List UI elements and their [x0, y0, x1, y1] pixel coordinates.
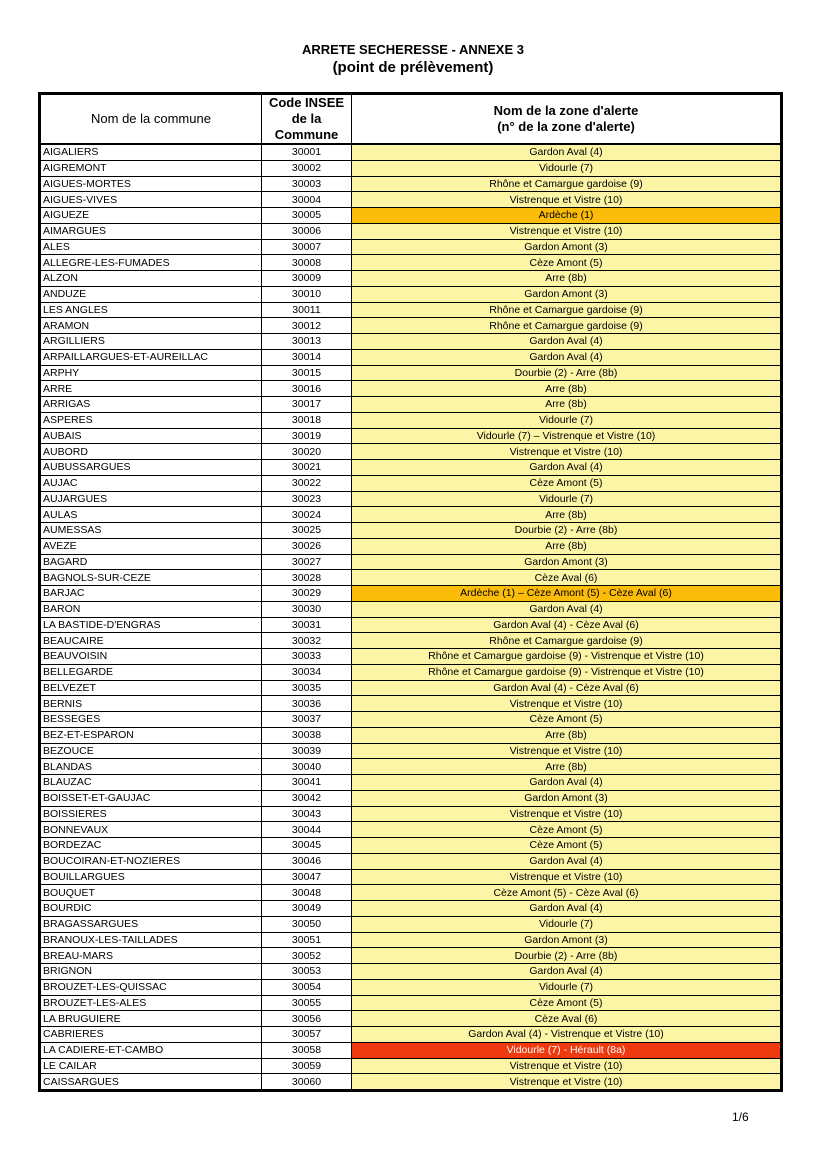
commune-name-cell: AIGALIERS: [40, 144, 262, 160]
table-row: [40, 901, 782, 917]
commune-name-cell: ARAMON: [40, 318, 262, 334]
commune-name-cell: ANDUZE: [40, 286, 262, 302]
alert-zone-cell: Vidourle (7): [352, 979, 782, 995]
alert-zone-cell: Rhône et Camargue gardoise (9) - Vistrenque et Vistre (10): [352, 649, 782, 665]
insee-code-cell: 30060: [262, 1074, 352, 1091]
table-row: [40, 995, 782, 1011]
header-zone-line1: Nom de la zone d'alerte: [493, 103, 639, 118]
alert-zone-cell: Cèze Aval (6): [352, 570, 782, 586]
commune-name-cell: AULAS: [40, 507, 262, 523]
table-row: [40, 239, 782, 255]
table-row: [40, 806, 782, 822]
commune-name-cell: BRANOUX-LES-TAILLADES: [40, 932, 262, 948]
table-row: [40, 664, 782, 680]
alert-zone-cell: Ardèche (1) – Cèze Amont (5) - Cèze Aval (6): [352, 586, 782, 602]
table-row: [40, 570, 782, 586]
commune-name-cell: BLAUZAC: [40, 775, 262, 791]
commune-name-cell: AVEZE: [40, 538, 262, 554]
insee-code-cell: 30009: [262, 271, 352, 287]
insee-code-cell: 30031: [262, 617, 352, 633]
header-zone: [352, 94, 782, 145]
alert-zone-cell: Gardon Aval (4): [352, 601, 782, 617]
table-row: [40, 208, 782, 224]
insee-code-cell: 30034: [262, 664, 352, 680]
commune-name-cell: AUBORD: [40, 444, 262, 460]
table-row: [40, 523, 782, 539]
table-row: [40, 192, 782, 208]
commune-name-cell: ALES: [40, 239, 262, 255]
table-row: [40, 964, 782, 980]
commune-name-cell: AIGUEZE: [40, 208, 262, 224]
insee-code-cell: 30043: [262, 806, 352, 822]
table-row: [40, 397, 782, 413]
commune-name-cell: BAGNOLS-SUR-CEZE: [40, 570, 262, 586]
commune-name-cell: AIGREMONT: [40, 160, 262, 176]
table-row: [40, 948, 782, 964]
commune-name-cell: AUJAC: [40, 475, 262, 491]
commune-name-cell: BROUZET-LES-QUISSAC: [40, 979, 262, 995]
table-row: [40, 381, 782, 397]
table-row: [40, 617, 782, 633]
commune-name-cell: BRAGASSARGUES: [40, 916, 262, 932]
commune-name-cell: CAISSARGUES: [40, 1074, 262, 1091]
commune-name-cell: AIGUES-VIVES: [40, 192, 262, 208]
alert-zone-cell: Gardon Aval (4): [352, 853, 782, 869]
alert-zone-cell: Gardon Aval (4): [352, 964, 782, 980]
alert-zone-cell: Dourbie (2) - Arre (8b): [352, 523, 782, 539]
insee-code-cell: 30036: [262, 696, 352, 712]
commune-name-cell: BESSEGES: [40, 712, 262, 728]
table-row: [40, 838, 782, 854]
alert-zone-cell: Gardon Aval (4) - Vistrenque et Vistre (10): [352, 1027, 782, 1043]
insee-code-cell: 30030: [262, 601, 352, 617]
table-row: [40, 428, 782, 444]
insee-code-cell: 30049: [262, 901, 352, 917]
insee-code-cell: 30048: [262, 885, 352, 901]
alert-zone-cell: Gardon Aval (4) - Cèze Aval (6): [352, 680, 782, 696]
alert-zone-cell: Cèze Amont (5): [352, 475, 782, 491]
table-row: [40, 822, 782, 838]
commune-name-cell: LES ANGLES: [40, 302, 262, 318]
insee-code-cell: 30026: [262, 538, 352, 554]
insee-code-cell: 30050: [262, 916, 352, 932]
insee-code-cell: 30022: [262, 475, 352, 491]
table-row: [40, 491, 782, 507]
insee-code-cell: 30012: [262, 318, 352, 334]
table-row: [40, 349, 782, 365]
alert-zone-cell: Gardon Amont (3): [352, 239, 782, 255]
commune-name-cell: ARPHY: [40, 365, 262, 381]
alert-zone-cell: Dourbie (2) - Arre (8b): [352, 365, 782, 381]
alert-zone-cell: Cèze Amont (5): [352, 712, 782, 728]
alert-zone-cell: Gardon Aval (4): [352, 334, 782, 350]
communes-table: [38, 92, 783, 1092]
commune-name-cell: BELVEZET: [40, 680, 262, 696]
alert-zone-cell: Arre (8b): [352, 271, 782, 287]
alert-zone-cell: Gardon Aval (4) - Cèze Aval (6): [352, 617, 782, 633]
alert-zone-cell: Gardon Aval (4): [352, 775, 782, 791]
commune-name-cell: BOUILLARGUES: [40, 869, 262, 885]
commune-name-cell: BORDEZAC: [40, 838, 262, 854]
insee-code-cell: 30016: [262, 381, 352, 397]
insee-code-cell: 30024: [262, 507, 352, 523]
table-row: [40, 1074, 782, 1091]
alert-zone-cell: Rhône et Camargue gardoise (9) - Vistrenque et Vistre (10): [352, 664, 782, 680]
table-row: [40, 853, 782, 869]
insee-code-cell: 30019: [262, 428, 352, 444]
alert-zone-cell: Cèze Amont (5): [352, 995, 782, 1011]
table-row: [40, 160, 782, 176]
table-row: [40, 334, 782, 350]
document-subtitle: (point de prélèvement): [332, 59, 494, 76]
table-row: [40, 649, 782, 665]
commune-name-cell: AIGUES-MORTES: [40, 176, 262, 192]
alert-zone-cell: Cèze Amont (5): [352, 822, 782, 838]
alert-zone-cell: Vidourle (7): [352, 916, 782, 932]
alert-zone-cell: Vidourle (7): [352, 491, 782, 507]
insee-code-cell: 30004: [262, 192, 352, 208]
table-row: [40, 633, 782, 649]
commune-name-cell: AUBAIS: [40, 428, 262, 444]
alert-zone-cell: Gardon Amont (3): [352, 790, 782, 806]
table-row: [40, 696, 782, 712]
commune-name-cell: LA CADIERE-ET-CAMBO: [40, 1042, 262, 1058]
insee-code-cell: 30035: [262, 680, 352, 696]
commune-name-cell: BOURDIC: [40, 901, 262, 917]
insee-code-cell: 30011: [262, 302, 352, 318]
alert-zone-cell: Cèze Amont (5) - Cèze Aval (6): [352, 885, 782, 901]
insee-code-cell: 30039: [262, 743, 352, 759]
commune-name-cell: AUMESSAS: [40, 523, 262, 539]
commune-name-cell: BLANDAS: [40, 759, 262, 775]
header-code: Code INSEE de la Commune: [262, 94, 352, 145]
insee-code-cell: 30059: [262, 1058, 352, 1074]
commune-name-cell: BRIGNON: [40, 964, 262, 980]
table-row: [40, 869, 782, 885]
commune-name-cell: BEAUVOISIN: [40, 649, 262, 665]
commune-name-cell: BAGARD: [40, 554, 262, 570]
insee-code-cell: 30033: [262, 649, 352, 665]
insee-code-cell: 30008: [262, 255, 352, 271]
table-body: [40, 144, 782, 1091]
table-row: [40, 775, 782, 791]
table-row: [40, 176, 782, 192]
insee-code-cell: 30018: [262, 412, 352, 428]
commune-name-cell: AUBUSSARGUES: [40, 460, 262, 476]
alert-zone-cell: Vistrenque et Vistre (10): [352, 743, 782, 759]
commune-name-cell: BROUZET-LES-ALES: [40, 995, 262, 1011]
alert-zone-cell: Vidourle (7) - Hérault (8a): [352, 1042, 782, 1058]
alert-zone-cell: Vidourle (7): [352, 160, 782, 176]
commune-name-cell: BEZ-ET-ESPARON: [40, 727, 262, 743]
commune-name-cell: AUJARGUES: [40, 491, 262, 507]
commune-name-cell: BEAUCAIRE: [40, 633, 262, 649]
alert-zone-cell: Arre (8b): [352, 507, 782, 523]
alert-zone-cell: Cèze Aval (6): [352, 1011, 782, 1027]
table-row: [40, 554, 782, 570]
insee-code-cell: 30040: [262, 759, 352, 775]
table-row: [40, 759, 782, 775]
commune-name-cell: ARPAILLARGUES-ET-AUREILLAC: [40, 349, 262, 365]
commune-name-cell: ARRE: [40, 381, 262, 397]
alert-zone-cell: Gardon Amont (3): [352, 932, 782, 948]
insee-code-cell: 30021: [262, 460, 352, 476]
table-row: [40, 475, 782, 491]
commune-name-cell: LE CAILAR: [40, 1058, 262, 1074]
header-zone-line2: (n° de la zone d'alerte): [497, 119, 635, 134]
alert-zone-cell: Vistrenque et Vistre (10): [352, 1058, 782, 1074]
alert-zone-cell: Rhône et Camargue gardoise (9): [352, 633, 782, 649]
table-header-row: [40, 94, 782, 145]
alert-zone-cell: Vidourle (7): [352, 412, 782, 428]
alert-zone-cell: Arre (8b): [352, 381, 782, 397]
table-row: [40, 223, 782, 239]
table-row: [40, 302, 782, 318]
insee-code-cell: 30054: [262, 979, 352, 995]
insee-code-cell: 30041: [262, 775, 352, 791]
alert-zone-cell: Arre (8b): [352, 759, 782, 775]
insee-code-cell: 30037: [262, 712, 352, 728]
insee-code-cell: 30042: [262, 790, 352, 806]
insee-code-cell: 30015: [262, 365, 352, 381]
alert-zone-cell: Vistrenque et Vistre (10): [352, 192, 782, 208]
table-row: [40, 1042, 782, 1058]
alert-zone-cell: Rhône et Camargue gardoise (9): [352, 302, 782, 318]
commune-name-cell: BEZOUCE: [40, 743, 262, 759]
table-row: [40, 538, 782, 554]
table-row: [40, 460, 782, 476]
alert-zone-cell: Vistrenque et Vistre (10): [352, 696, 782, 712]
alert-zone-cell: Arre (8b): [352, 727, 782, 743]
insee-code-cell: 30057: [262, 1027, 352, 1043]
table-row: [40, 412, 782, 428]
insee-code-cell: 30045: [262, 838, 352, 854]
insee-code-cell: 30014: [262, 349, 352, 365]
alert-zone-cell: Gardon Aval (4): [352, 460, 782, 476]
alert-zone-cell: Dourbie (2) - Arre (8b): [352, 948, 782, 964]
alert-zone-cell: Gardon Amont (3): [352, 286, 782, 302]
table-row: [40, 271, 782, 287]
commune-name-cell: ALZON: [40, 271, 262, 287]
commune-name-cell: AIMARGUES: [40, 223, 262, 239]
table-row: [40, 286, 782, 302]
commune-name-cell: LA BRUGUIERE: [40, 1011, 262, 1027]
alert-zone-cell: Gardon Aval (4): [352, 349, 782, 365]
table-row: [40, 727, 782, 743]
insee-code-cell: 30053: [262, 964, 352, 980]
alert-zone-cell: Vidourle (7) – Vistrenque et Vistre (10): [352, 428, 782, 444]
table-row: [40, 1011, 782, 1027]
insee-code-cell: 30006: [262, 223, 352, 239]
alert-zone-cell: Vistrenque et Vistre (10): [352, 869, 782, 885]
alert-zone-cell: Vistrenque et Vistre (10): [352, 223, 782, 239]
insee-code-cell: 30051: [262, 932, 352, 948]
insee-code-cell: 30027: [262, 554, 352, 570]
insee-code-cell: 30029: [262, 586, 352, 602]
alert-zone-cell: Arre (8b): [352, 397, 782, 413]
commune-name-cell: ARGILLIERS: [40, 334, 262, 350]
insee-code-cell: 30028: [262, 570, 352, 586]
commune-name-cell: ASPERES: [40, 412, 262, 428]
commune-name-cell: BARON: [40, 601, 262, 617]
insee-code-cell: 30052: [262, 948, 352, 964]
insee-code-cell: 30017: [262, 397, 352, 413]
table-row: [40, 144, 782, 160]
alert-zone-cell: Cèze Amont (5): [352, 838, 782, 854]
table-row: [40, 885, 782, 901]
table-row: [40, 365, 782, 381]
commune-name-cell: BONNEVAUX: [40, 822, 262, 838]
commune-name-cell: BOUCOIRAN-ET-NOZIERES: [40, 853, 262, 869]
alert-zone-cell: Vistrenque et Vistre (10): [352, 806, 782, 822]
table-row: [40, 916, 782, 932]
insee-code-cell: 30007: [262, 239, 352, 255]
commune-name-cell: CABRIERES: [40, 1027, 262, 1043]
alert-zone-cell: Gardon Amont (3): [352, 554, 782, 570]
table-row: [40, 790, 782, 806]
alert-zone-cell: Cèze Amont (5): [352, 255, 782, 271]
insee-code-cell: 30056: [262, 1011, 352, 1027]
header-commune: Nom de la commune: [40, 94, 262, 145]
insee-code-cell: 30010: [262, 286, 352, 302]
alert-zone-cell: Vistrenque et Vistre (10): [352, 444, 782, 460]
commune-name-cell: ALLEGRE-LES-FUMADES: [40, 255, 262, 271]
insee-code-cell: 30038: [262, 727, 352, 743]
insee-code-cell: 30003: [262, 176, 352, 192]
table-row: [40, 680, 782, 696]
table-row: [40, 979, 782, 995]
commune-name-cell: BOISSIERES: [40, 806, 262, 822]
page-number: 1/6: [732, 1110, 749, 1124]
insee-code-cell: 30032: [262, 633, 352, 649]
table-row: [40, 932, 782, 948]
commune-name-cell: BOISSET-ET-GAUJAC: [40, 790, 262, 806]
insee-code-cell: 30025: [262, 523, 352, 539]
commune-name-cell: ARRIGAS: [40, 397, 262, 413]
table-row: [40, 507, 782, 523]
table-row: [40, 586, 782, 602]
commune-name-cell: BARJAC: [40, 586, 262, 602]
commune-name-cell: BELLEGARDE: [40, 664, 262, 680]
document-title: ARRETE SECHERESSE - ANNEXE 3: [301, 42, 524, 57]
insee-code-cell: 30001: [262, 144, 352, 160]
insee-code-cell: 30020: [262, 444, 352, 460]
insee-code-cell: 30023: [262, 491, 352, 507]
alert-zone-cell: Gardon Aval (4): [352, 144, 782, 160]
insee-code-cell: 30044: [262, 822, 352, 838]
alert-zone-cell: Arre (8b): [352, 538, 782, 554]
alert-zone-cell: Rhône et Camargue gardoise (9): [352, 176, 782, 192]
table-row: [40, 444, 782, 460]
table-row: [40, 1027, 782, 1043]
insee-code-cell: 30002: [262, 160, 352, 176]
alert-zone-cell: Rhône et Camargue gardoise (9): [352, 318, 782, 334]
table-row: [40, 712, 782, 728]
insee-code-cell: 30047: [262, 869, 352, 885]
commune-name-cell: BREAU-MARS: [40, 948, 262, 964]
insee-code-cell: 30055: [262, 995, 352, 1011]
commune-name-cell: BOUQUET: [40, 885, 262, 901]
table-row: [40, 318, 782, 334]
alert-zone-cell: Ardèche (1): [352, 208, 782, 224]
table-row: [40, 601, 782, 617]
insee-code-cell: 30013: [262, 334, 352, 350]
insee-code-cell: 30058: [262, 1042, 352, 1058]
table-row: [40, 743, 782, 759]
commune-name-cell: LA BASTIDE-D'ENGRAS: [40, 617, 262, 633]
commune-name-cell: BERNIS: [40, 696, 262, 712]
insee-code-cell: 30046: [262, 853, 352, 869]
insee-code-cell: 30005: [262, 208, 352, 224]
alert-zone-cell: Vistrenque et Vistre (10): [352, 1074, 782, 1091]
table-row: [40, 255, 782, 271]
alert-zone-cell: Gardon Aval (4): [352, 901, 782, 917]
table-row: [40, 1058, 782, 1074]
